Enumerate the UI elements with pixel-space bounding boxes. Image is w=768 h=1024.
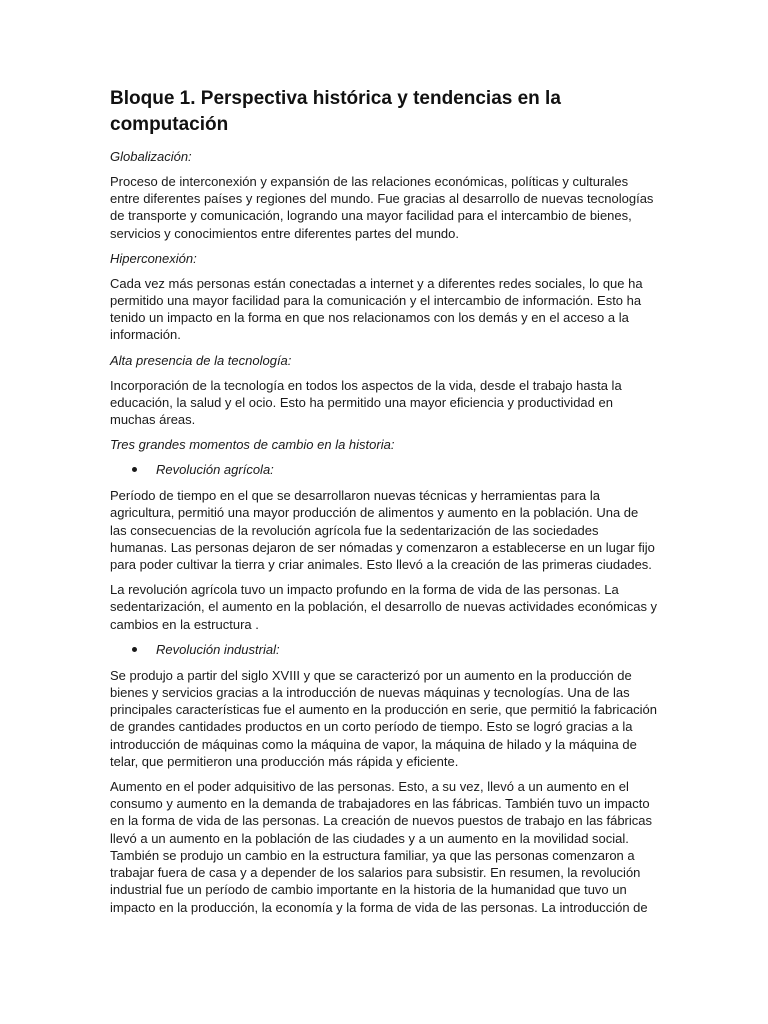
- bullet-label-agricola: Revolución agrícola:: [156, 462, 274, 478]
- bullet-dot-icon: [132, 467, 137, 472]
- paragraph-tecnologia: Incorporación de la tecnología en todos los aspectos de la vida, desde el trabajo hasta la educación, la salud y el ocio. Esto ha permitido una mayor eficiencia y productividad en muchas áreas.: [110, 377, 622, 428]
- bullet-revolucion-industrial: [110, 641, 658, 658]
- heading-hiperconexion: Hiperconexión:: [110, 250, 197, 266]
- heading-tecnologia: Alta presencia de la tecnología:: [110, 352, 292, 368]
- heading-globalizacion: Globalización:: [110, 149, 192, 164]
- bullet-label-industrial: Revolución industrial:: [156, 641, 280, 657]
- bullet-revolucion-agricola: [110, 461, 658, 478]
- paragraph-agricola-2: La revolución agrícola tuvo un impacto profundo en la forma de vida de las personas. La sedentarización, el aumento en la población, el desarrollo de nuevas actividades económicas y cambios en la estructura .: [110, 582, 658, 632]
- paragraph-agricola-1: Período de tiempo en el que se desarrollaron nuevas técnicas y herramientas para la agricultura, permitió una mayor producción de alimentos y aumento en la población. Una de las consecuencias de la revolución agrícola fue la sedentarización de las sociedades humanas. Las personas dejaron de ser nómadas y comenzaron a establecerse en un lugar fijo para poder cultivar la tierra y criar animales. Esto llevó a la creación de las primeras ciudades.: [110, 488, 655, 573]
- paragraph-globalizacion: Proceso de interconexión y expansión de las relaciones económicas, políticas y culturales entre diferentes países y regiones del mundo. Fue gracias al desarrollo de nuevas tecnologías de transporte y comunicación, logrando una mayor facilidad para el intercambio de bienes, servicios y conocimientos entre diferentes partes del mundo.: [110, 174, 654, 241]
- paragraph-industrial-1: Se produjo a partir del siglo XVIII y que se caracterizó por un aumento en la producción de bienes y servicios gracias a la introducción de nuevas máquinas y tecnologías. Una de las principales características fue el aumento en la producción en serie, que permitió la fabricación de grandes cantidades productos en un corto período de tiempo. Esto se logró gracias a la introducción de máquinas como la máquina de vapor, la máquina de hilado y la máquina de telar, que permitieron una producción más rápida y eficiente.: [110, 667, 658, 769]
- paragraph-hiperconexion: Cada vez más personas están conectadas a internet y a diferentes redes sociales, lo que ha permitido una mayor facilidad para la comunicación y el intercambio de información. Esto ha tenido un impacto en la forma en que nos relacionamos con los demás y en el acceso a la información.: [110, 275, 643, 343]
- document-title: Bloque 1. Perspectiva histórica y tendencias en la computación: [110, 88, 561, 135]
- paragraph-industrial-2: Aumento en el poder adquisitivo de las personas. Esto, a su vez, llevó a un aumento en el consumo y aumento en la demanda de trabajadores en las fábricas. También tuvo un impacto en la forma de vida de las personas. La creación de nuevos puestos de trabajo en las fábricas llevó a un aumento en la población de las ciudades y a un aumento en la movilidad social. También se produjo un cambio en la estructura familiar, ya que las personas comenzaron a trabajar fuera de casa y a depender de los salarios para subsistir. En resumen, la revolución industrial fue un período de cambio importante en la historia de la humanidad que tuvo un impacto en la producción, la economía y la forma de vida de las personas. La introducción de: [110, 779, 653, 915]
- heading-momentos: Tres grandes momentos de cambio en la historia:: [110, 437, 395, 453]
- bullet-dot-icon: [132, 647, 137, 652]
